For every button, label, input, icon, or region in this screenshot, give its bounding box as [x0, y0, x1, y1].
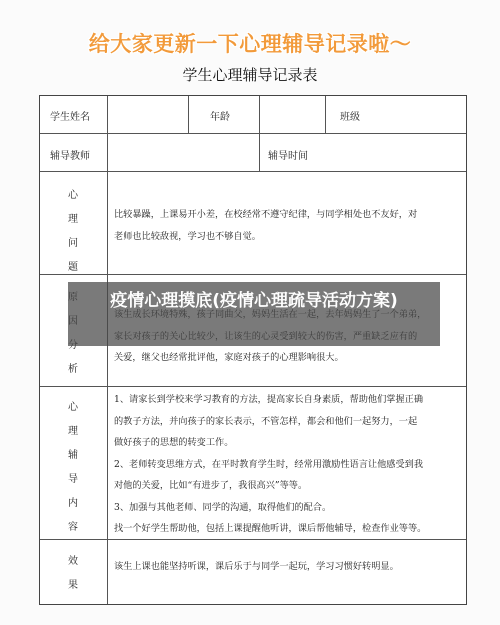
- problem-section-label: 心 理 问 题: [68, 190, 78, 273]
- banner-heading: 给大家更新一下心理辅导记录啦～: [88, 32, 412, 56]
- cause-text: 关爱，继父也经常批评他，家庭对孩子的心理影响很大。: [114, 352, 344, 363]
- overlay-caption: 疫情心理摸底(疫情心理疏导活动方案): [110, 291, 398, 311]
- age-label: 年龄: [210, 112, 230, 123]
- effect-text: 该生上课也能坚持听课，课后乐于与同学一起玩，学习习惯好转明显。: [114, 561, 399, 572]
- form-title: 学生心理辅导记录表: [182, 66, 318, 84]
- effect-section-label: 效 果: [68, 556, 78, 591]
- student-name-label: 学生姓名: [50, 112, 90, 123]
- counsel-content-text: 1、请家长到学校来学习教育的方法，提高家长自身素质，帮助他们掌握正确 的教子方法，并向孩子的家长表示，不管怎样，都会和他们一起努力，一起 做好孩子的思想的转变工作。 2、老师转变思维方式，在平时教育学生时，经常用激励性语言让他感受到我 对他的关爱，比如“有进步了，我很高兴”等等。 3、加强与其他老师、同学的沟通，取得他们的配合。 找一个好学生帮助他，包括上课提醒他听讲，课后帮他辅导，检查作业等等。: [114, 394, 427, 534]
- counsel-content-section-label: 心 理 辅 导 内 容: [68, 402, 78, 533]
- cause-section-label: 析: [68, 364, 78, 375]
- counsel-time-label: 辅导时间: [268, 151, 308, 162]
- record-form-table: [39, 95, 467, 605]
- teacher-label: 辅导教师: [50, 151, 90, 162]
- problem-text: 比较暴躁，上课易开小差，在校经常不遵守纪律，与同学相处也不友好，对 老师也比较敌视，学习也不够自觉。: [114, 209, 418, 242]
- class-label: 班级: [340, 112, 360, 123]
